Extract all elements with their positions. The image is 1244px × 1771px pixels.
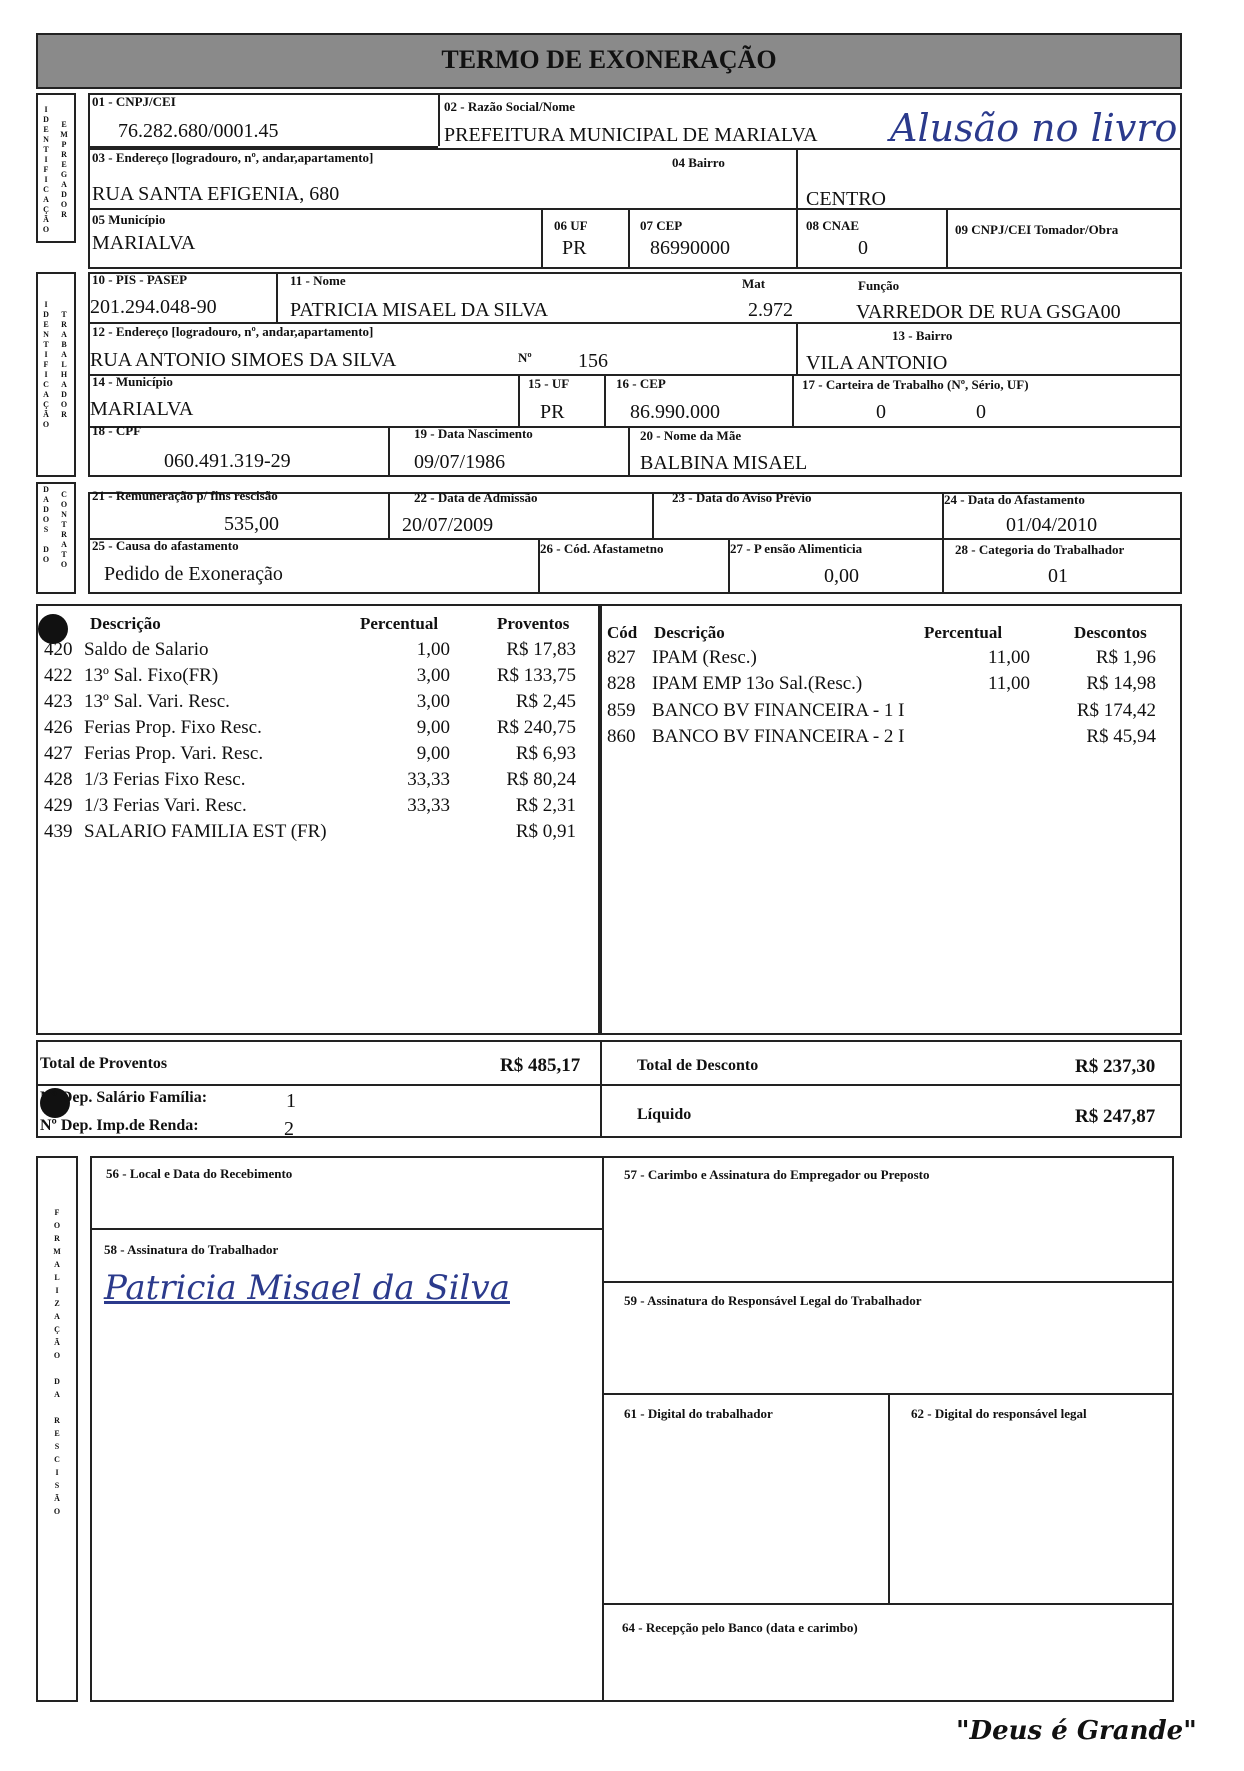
pensao-label: 27 - P ensão Alimenticia [730,541,863,556]
header-handwriting: Alusão no livro [890,106,1178,150]
nasc-value: 09/07/1986 [414,451,506,473]
remun-label: 21 - Remuneração p/ fins rescisão [92,488,278,503]
razao-label: 02 - Razão Social/Nome [444,99,576,114]
valor-cell: R$ 17,83 [506,639,576,660]
cnpj-value: 76.282.680/0001.45 [118,120,279,142]
numero-value: 156 [578,350,608,372]
table-row: 429 1/3 Ferias Vari. Resc. [44,795,247,816]
worker-cep-value: 86.990.000 [630,401,720,423]
causa-value: Pedido de Exoneração [104,563,283,585]
dep-ir-value: 2 [284,1118,294,1140]
nasc-label: 19 - Data Nascimento [414,426,533,441]
municipio-value: MARIALVA [92,232,196,254]
proventos-desc-header: Descrição [90,614,161,633]
document-title: TERMO DE EXONERAÇÃO [441,45,777,74]
nome-value: PATRICIA MISAEL DA SILVA [290,299,549,321]
totals-box [36,1040,1182,1138]
table-row: 420 Saldo de Salario [44,639,209,660]
f59-label: 59 - Assinatura do Responsável Legal do Trabalhador [624,1293,922,1308]
afast-label: 24 - Data do Afastamento [944,492,1085,507]
razao-value: PREFEITURA MUNICIPAL DE MARIALVA [444,124,818,146]
bairro-value: CENTRO [806,188,886,210]
municipio-label: 05 Município [92,212,166,227]
valor-cell: R$ 0,91 [515,821,576,842]
ctps-label: 17 - Carteira de Trabalho (Nº, Sério, UF) [802,377,1029,392]
cod-label: 26 - Cód. Afastametno [540,541,664,556]
valor-cell: R$ 1,96 [1095,647,1156,668]
categoria-value: 01 [1048,565,1068,587]
perc-cell: 1,00 [416,639,450,660]
ctps-n-value: 0 [876,401,886,423]
total-desconto-label: Total de Desconto [637,1057,759,1074]
perc-cell: 9,00 [416,717,450,738]
table-row: 428 1/3 Ferias Fixo Resc. [44,769,246,790]
mae-value: BALBINA MISAEL [640,452,808,474]
footer-motto: "Deus é Grande" [956,1716,1197,1746]
perc-cell: 9,00 [416,743,450,764]
nome-label: 11 - Nome [290,273,346,288]
perc-cell: 11,00 [987,647,1030,668]
perc-cell: 33,33 [407,795,450,816]
descontos-cod-header: Cód [607,623,638,642]
afast-value: 01/04/2010 [1006,514,1098,536]
dep-sf-value: 1 [286,1090,296,1112]
cnpj-label: 01 - CNPJ/CEI [92,94,176,109]
ctps-s-value: 0 [976,401,986,423]
cep-value: 86990000 [650,237,730,259]
worker-uf-value: PR [540,401,565,423]
table-row: 828 IPAM EMP 13o Sal.(Resc.) [607,673,863,694]
proventos-valor-header: Proventos [497,614,570,633]
cpf-label: 18 - CPF [92,423,142,438]
f64-label: 64 - Recepção pelo Banco (data e carimbo) [622,1620,858,1635]
funcao-value: VARREDOR DE RUA GSGA00 [856,301,1121,323]
contract-side-label: D A D O S D O [42,485,50,564]
descontos-desc-header: Descrição [654,623,725,642]
endereco-value: RUA SANTA EFIGENIA, 680 [92,183,340,205]
numero-label: Nº [518,350,532,365]
perc-cell: 33,33 [407,769,450,790]
worker-side-label-2: T R A B A L H A D O R [60,310,68,419]
endereco-label: 03 - Endereço [logradouro, nº, andar,apartamento] [92,150,374,165]
remun-value: 535,00 [224,513,279,535]
valor-cell: R$ 240,75 [496,717,576,738]
funcao-label: Função [858,278,900,293]
valor-cell: R$ 2,45 [515,691,576,712]
uf-label: 06 UF [554,218,588,233]
proventos-perc-header: Percentual [360,614,439,633]
pis-label: 10 - PIS - PASEP [92,272,188,287]
dep-ir-label: Nº Dep. Imp.de Renda: [40,1117,199,1134]
worker-bairro-label: 13 - Bairro [892,328,953,343]
valor-cell: R$ 133,75 [496,665,576,686]
liquido-value: R$ 247,87 [1075,1106,1156,1127]
worker-municipio-value: MARIALVA [90,398,194,420]
employer-side-label-2: E M P R E G A D O R [60,120,68,219]
f62-label: 62 - Digital do responsável legal [911,1406,1087,1421]
table-row: 860 BANCO BV FINANCEIRA - 2 I [607,726,905,747]
descontos-perc-header: Percentual [924,623,1003,642]
perc-cell: 3,00 [416,665,450,686]
f61-label: 61 - Digital do trabalhador [624,1406,773,1421]
table-row: 422 13º Sal. Fixo(FR) [44,665,219,686]
worker-uf-label: 15 - UF [528,376,570,391]
cpf-value: 060.491.319-29 [164,450,291,472]
contract-side-label-2: C O N T R A T O [60,490,68,569]
worker-bairro-value: VILA ANTONIO [806,352,948,374]
f56-label: 56 - Local e Data do Recebimento [106,1166,293,1181]
admissao-value: 20/07/2009 [402,514,494,536]
worker-side-label: I D E N T I F I C A Ç Ã O [42,300,50,429]
categoria-label: 28 - Categoria do Trabalhador [955,542,1125,557]
pis-value: 201.294.048-90 [90,296,217,318]
formal-side-label: F O R M A L I Z A Ç Ã O D A R E S C I S Ã O [53,1208,61,1516]
worker-signature: Patricia Misael da Silva [104,1268,510,1308]
perc-cell: 3,00 [416,691,450,712]
dep-sf-label: Nº Dep. Salário Família: [40,1089,208,1106]
worker-cep-label: 16 - CEP [616,376,666,391]
title-bar [36,33,1182,89]
uf-value: PR [562,237,587,259]
total-desconto-value: R$ 237,30 [1075,1056,1156,1077]
tomador-label: 09 CNPJ/CEI Tomador/Obra [955,222,1119,237]
valor-cell: R$ 174,42 [1076,700,1156,721]
f58-label: 58 - Assinatura do Trabalhador [104,1242,279,1257]
valor-cell: R$ 6,93 [515,743,576,764]
liquido-label: Líquido [637,1106,692,1123]
cnae-value: 0 [858,237,868,259]
worker-endereco-label: 12 - Endereço [logradouro, nº, andar,apartamento] [92,324,374,339]
table-row: 859 BANCO BV FINANCEIRA - 1 I [607,700,905,721]
aviso-label: 23 - Data do Aviso Prévio [672,490,812,505]
bairro-label: 04 Bairro [672,155,725,170]
mat-value: 2.972 [748,299,793,321]
table-row: 423 13º Sal. Vari. Resc. [44,691,230,712]
cnae-label: 08 CNAE [806,218,860,233]
table-row: 426 Ferias Prop. Fixo Resc. [44,717,262,738]
table-row: 427 Ferias Prop. Vari. Resc. [44,743,264,764]
causa-label: 25 - Causa do afastamento [92,538,239,553]
valor-cell: R$ 2,31 [515,795,576,816]
table-row: 439 SALARIO FAMILIA EST (FR) [44,821,327,842]
valor-cell: R$ 14,98 [1086,673,1156,694]
f57-label: 57 - Carimbo e Assinatura do Empregador ou Preposto [624,1167,930,1182]
total-proventos-value: R$ 485,17 [500,1055,581,1076]
descontos-valor-header: Descontos [1074,623,1147,642]
mat-label: Mat [742,276,766,291]
table-row: 827 IPAM (Resc.) [607,647,757,668]
mae-label: 20 - Nome da Mãe [640,428,742,443]
cep-label: 07 CEP [640,218,683,233]
employer-side-label: I D E N T I F I C A Ç Ã O [42,105,50,234]
worker-endereco-value: RUA ANTONIO SIMOES DA SILVA [90,349,397,371]
admissao-label: 22 - Data de Admissão [414,490,538,505]
pensao-value: 0,00 [824,565,859,587]
valor-cell: R$ 45,94 [1086,726,1156,747]
total-proventos-label: Total de Proventos [40,1055,168,1072]
perc-cell: 11,00 [987,673,1030,694]
valor-cell: R$ 80,24 [506,769,576,790]
worker-municipio-label: 14 - Município [92,374,173,389]
